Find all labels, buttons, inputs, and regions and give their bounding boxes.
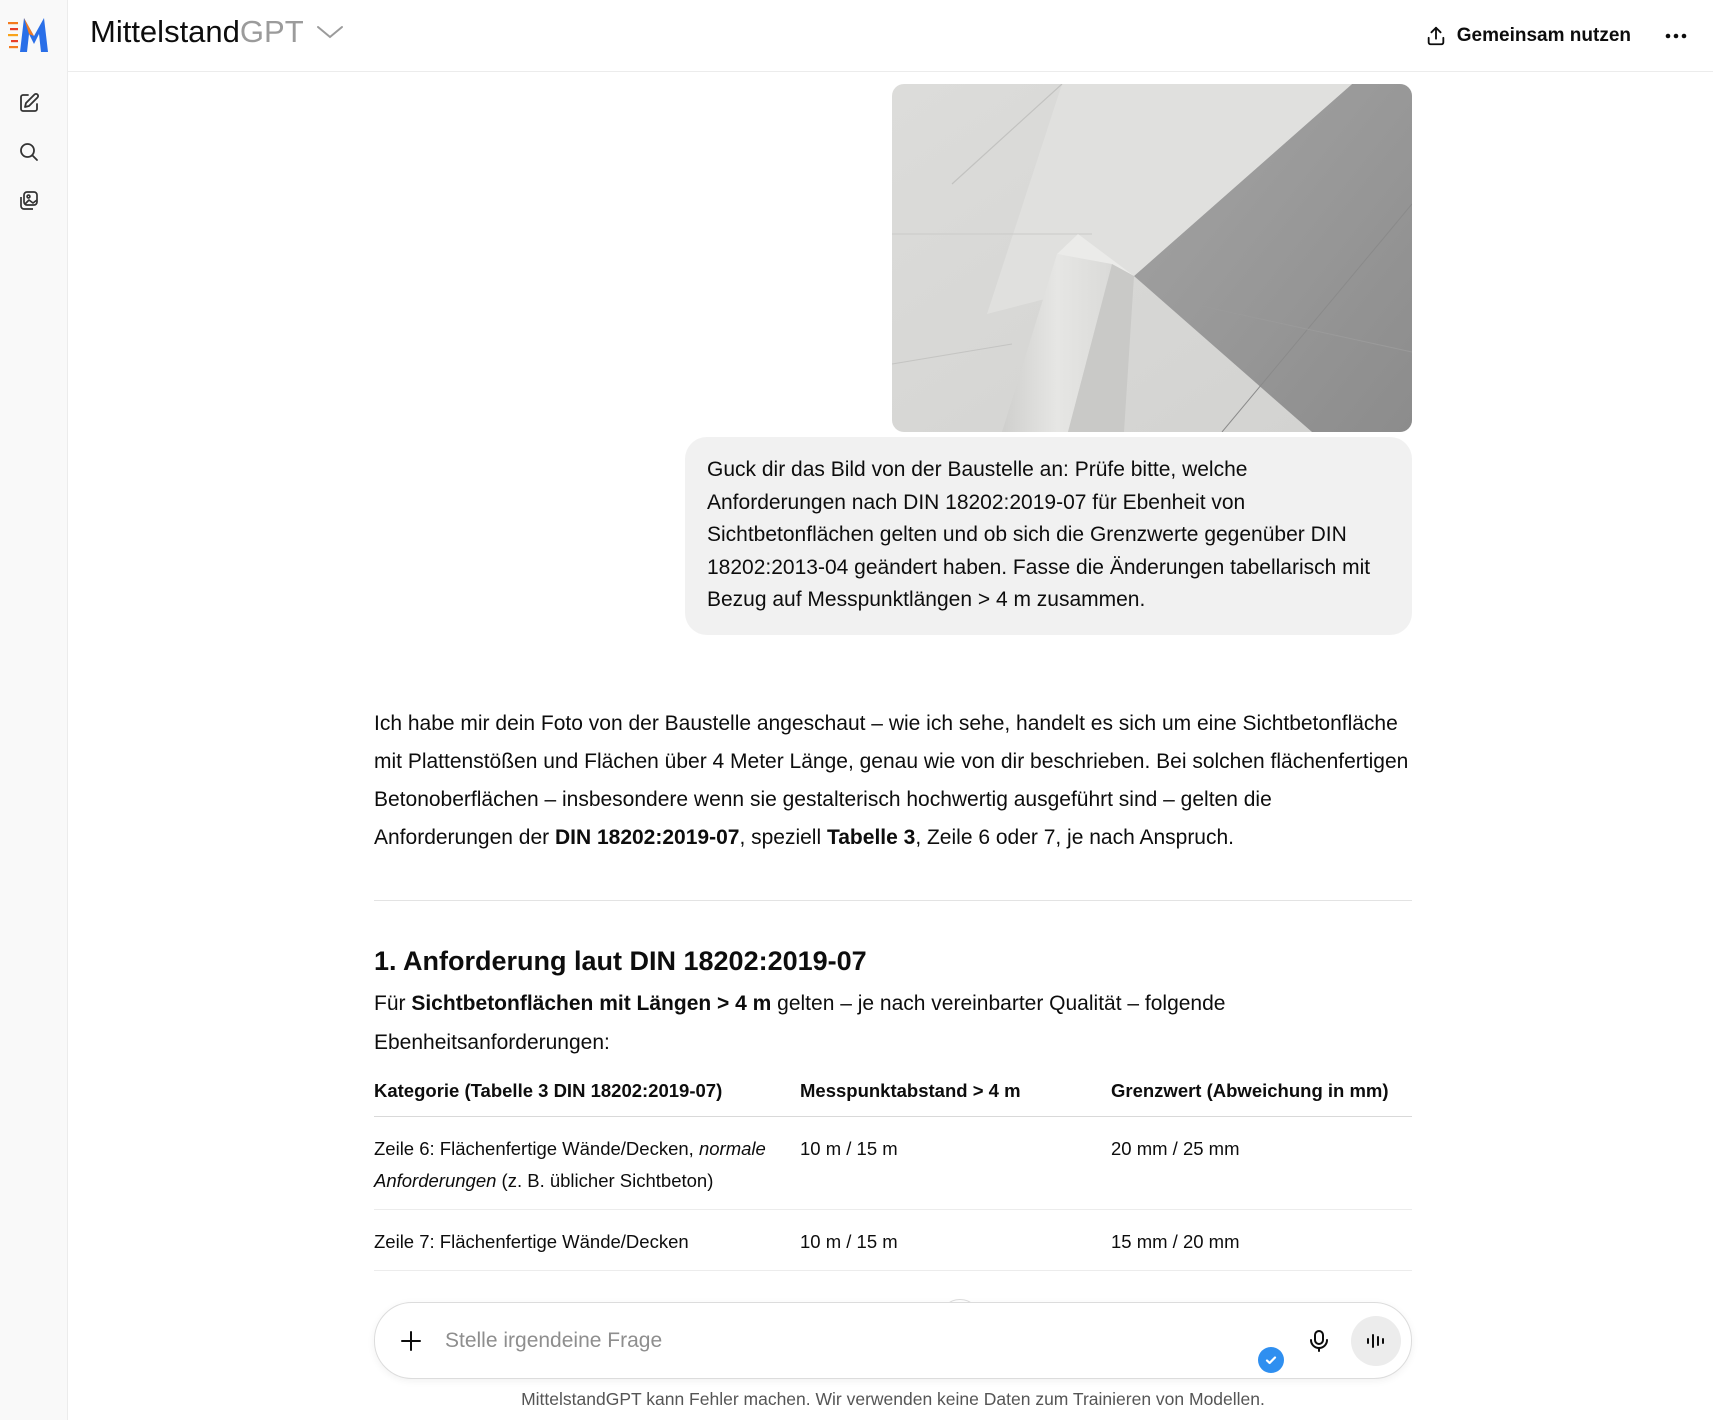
- column-header-distance: Messpunktabstand > 4 m: [800, 1069, 1111, 1117]
- intro-text-3: , Zeile 6 oder 7, je nach Anspruch.: [915, 826, 1235, 849]
- table-cell-distance: 10 m / 15 m: [800, 1117, 1111, 1210]
- add-attachment-button[interactable]: [393, 1323, 429, 1359]
- brand-suffix: GPT: [239, 14, 304, 49]
- column-header-category: Kategorie (Tabelle 3 DIN 18202:2019-07): [374, 1069, 800, 1117]
- intro-text-1: Ich habe mir dein Foto von der Baustelle angeschaut – wie ich sehe, handelt es sich um eine Sichtbetonfläche mit Plattenstößen und Flächen über 4 Meter Länge, genau wie von dir beschrieben. Bei solchen flächenfertigen Betonoberflächen – insbesondere wenn sie gestalterisch hochwertig ausgeführt sind – gelten die Anforderungen der: [374, 712, 1409, 849]
- microphone-icon: [1308, 1329, 1330, 1353]
- chevron-down-icon: [316, 24, 344, 40]
- brand-name: Mittelstand: [90, 14, 240, 49]
- intro-bold-table: Tabelle 3: [826, 826, 916, 849]
- check-icon: [1264, 1353, 1278, 1367]
- top-bar: [68, 0, 1713, 72]
- requirements-table: [374, 1069, 1412, 1271]
- category-text-2: (z. B. üblicher Sichtbeton): [496, 1170, 714, 1191]
- table-cell-limit: 20 mm / 25 mm: [1111, 1117, 1412, 1210]
- voice-mode-button[interactable]: [1351, 1316, 1401, 1366]
- table-cell-category: Zeile 7: Flächenfertige Wände/Decken: [374, 1210, 800, 1271]
- search-icon: [17, 140, 41, 164]
- verified-badge: [1258, 1347, 1284, 1373]
- section-divider: [374, 900, 1412, 901]
- dictation-button[interactable]: [1299, 1321, 1339, 1361]
- section-text-2: gelten – je nach vereinbarter Qualität – folgende Ebenheitsanforderungen:: [374, 992, 1226, 1054]
- section-paragraph: [374, 985, 1412, 1062]
- conversation-area: [68, 72, 1713, 1420]
- prompt-input[interactable]: [445, 1321, 1225, 1361]
- share-button[interactable]: [1425, 18, 1631, 54]
- new-chat-button[interactable]: [12, 86, 46, 120]
- more-horizontal-icon: [1665, 33, 1687, 39]
- user-message-bubble: Guck dir das Bild von der Baustelle an: Prüfe bitte, welche Anforderungen nach DIN 18202:2019-07 für Ebenheit von Sichtbetonflächen gelten und ob sich die Grenzwerte gegenüber DIN 18202:2013-04 geändert haben. Fasse die Änderungen tabellarisch mit Bezug auf Messpunktlängen > 4 m zusammen.: [685, 437, 1412, 635]
- table-header-row: [374, 1069, 1412, 1117]
- section-text-1: Für: [374, 992, 412, 1015]
- disclaimer-text: MittelstandGPT kann Fehler machen. Wir verwenden keine Daten zum Trainieren von Modellen.: [521, 1389, 1265, 1409]
- table-row: [374, 1210, 1412, 1271]
- more-options-button[interactable]: [1657, 18, 1695, 54]
- edit-icon: [17, 91, 41, 115]
- library-button[interactable]: [12, 184, 46, 218]
- table-cell-category: [374, 1117, 800, 1210]
- intro-bold-standard: DIN 18202:2019-07: [554, 826, 740, 849]
- category-italic: normale Anforderungen: [374, 1138, 766, 1191]
- uploaded-construction-photo[interactable]: [892, 84, 1412, 432]
- assistant-response: [374, 705, 1412, 1271]
- table-row: [374, 1117, 1412, 1210]
- waveform-icon: [1365, 1331, 1387, 1351]
- search-button[interactable]: [12, 135, 46, 169]
- section-bold: Sichtbetonflächen mit Längen > 4 m: [411, 992, 772, 1015]
- model-selector[interactable]: [90, 14, 344, 50]
- app-logo-icon[interactable]: [8, 12, 60, 58]
- share-label: Gemeinsam nutzen: [1456, 25, 1631, 46]
- section-heading: 1. Anforderung laut DIN 18202:2019-07: [374, 946, 867, 976]
- prompt-composer: [374, 1302, 1412, 1379]
- plus-icon: [400, 1330, 422, 1352]
- category-text-1: Zeile 6: Flächenfertige Wände/Decken,: [374, 1138, 699, 1159]
- table-cell-distance: 10 m / 15 m: [800, 1210, 1111, 1271]
- column-header-limit: Grenzwert (Abweichung in mm): [1111, 1069, 1412, 1117]
- response-intro-paragraph: [374, 705, 1412, 857]
- sidebar: [0, 0, 68, 1420]
- gallery-icon: [17, 189, 41, 213]
- concrete-ceiling-image: [892, 84, 1412, 432]
- table-cell-limit: 15 mm / 20 mm: [1111, 1210, 1412, 1271]
- intro-text-2: , speziell: [739, 826, 827, 849]
- share-icon: [1425, 25, 1447, 47]
